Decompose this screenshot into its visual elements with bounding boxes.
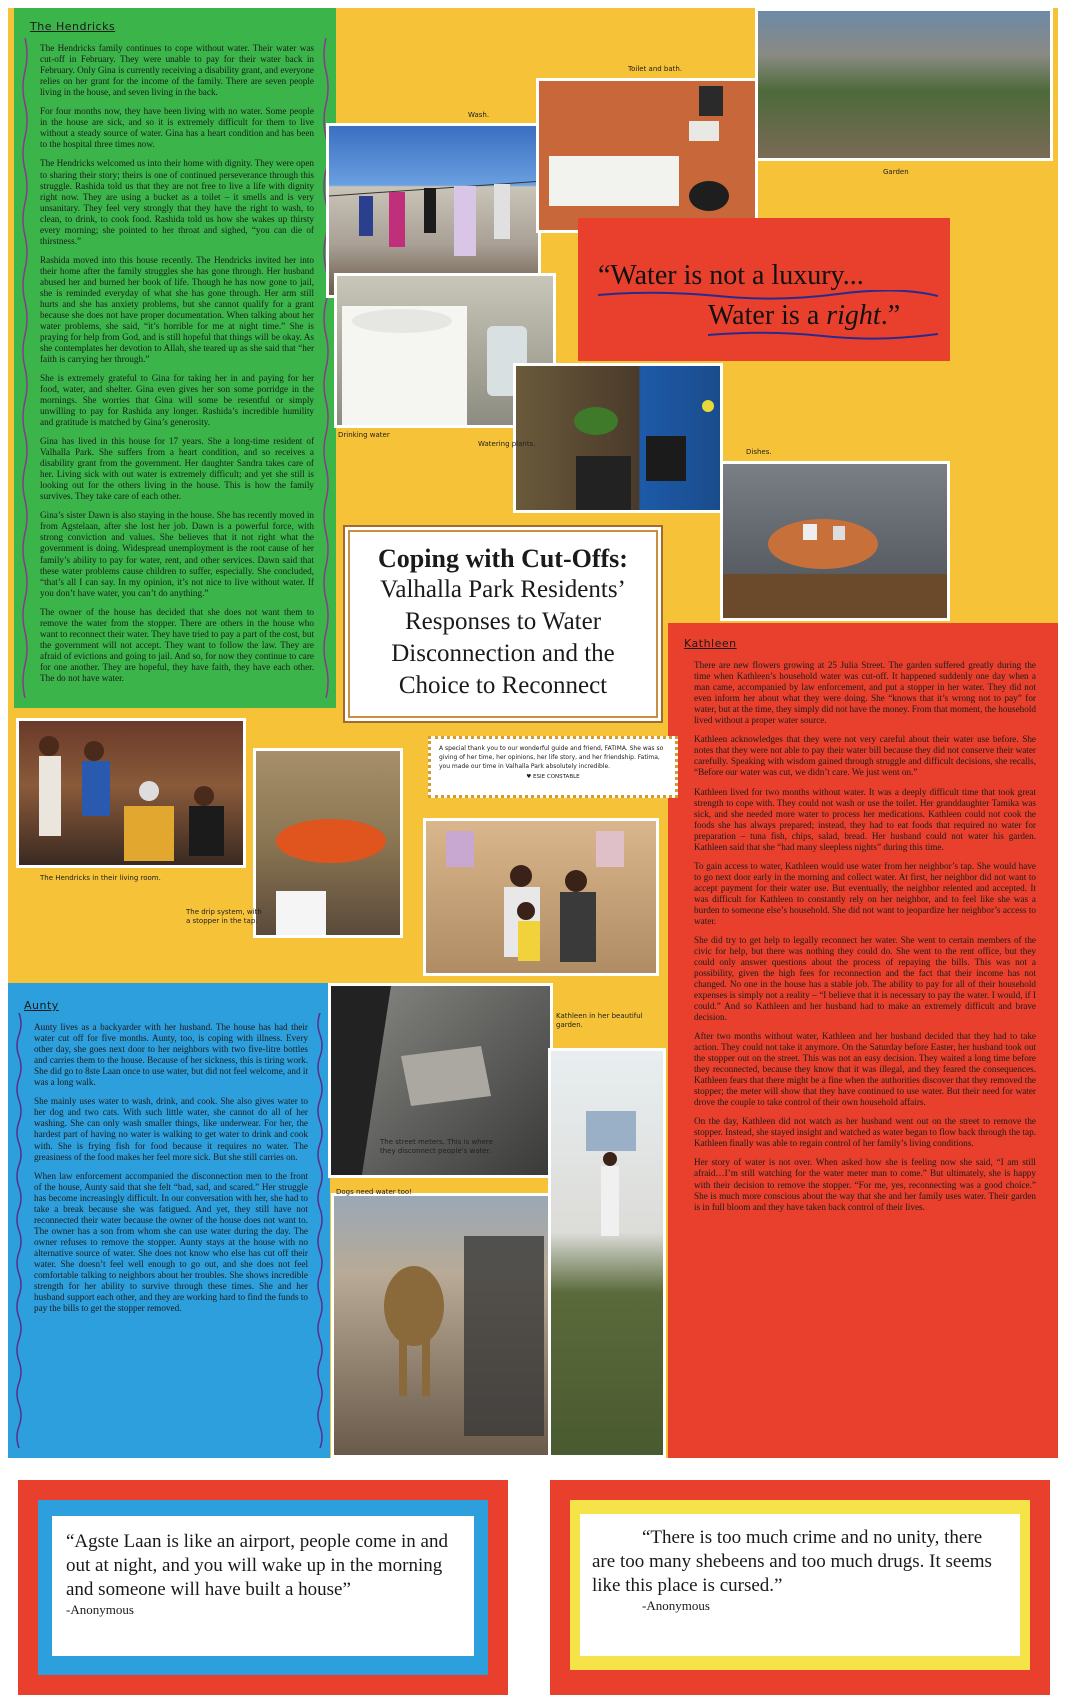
plant-illustration bbox=[516, 366, 723, 513]
thank-you-signature: ♥ ESIE CONSTABLE bbox=[526, 774, 580, 780]
family-illustration bbox=[19, 721, 246, 868]
dog-illustration bbox=[334, 1196, 553, 1458]
kathleen-paragraph: On the day, Kathleen did not watch as her husband went out on the street to remove the stopper. Instead, she stayed insight and watched as water began to flow back through the tap. Kathleen finally was able to regain control of her family’s living conditions. bbox=[694, 1116, 1036, 1149]
aunty-heading: Aunty bbox=[24, 999, 59, 1012]
bottom-quote-text-box bbox=[52, 1516, 474, 1656]
bottom-quote-inner bbox=[38, 1500, 488, 1675]
dishes-photo bbox=[720, 461, 950, 621]
poster-title-card bbox=[348, 530, 658, 718]
drip-system-caption: The drip system, with a stopper in the tap. bbox=[186, 908, 262, 925]
main-quote-card bbox=[578, 218, 950, 361]
hendricks-paragraph: The Hendricks welcomed us into their home with dignity. They were open to sharing their story; theirs is one of continued perseverance through this struggle. Rashida told us that they are not free to live a life with dignity right now. They are using a bucket as a toilet – it smells and is very unsanitary. They feel very strongly that they have the right to wash, to clean, to drink, to cook food. Rashida told us how she wakes up thirsty every morning; she pointed to her throat and sighed, “you can die of thirstness.” bbox=[40, 158, 314, 246]
thank-you-text: A special thank you to our wonderful guide and friend, FATIMA. She was so giving of her time, her opinions, her life story, and her friendship. Fatima, you made our time in Valhalla Park absolutely incredible. bbox=[439, 745, 664, 770]
kathleen-paragraph: Kathleen acknowledges that they were not very careful about their water use before. She notes that they were not able to pay their water bill because they did not conserve their water carefully. Speaking with wisdom gained through struggle and difficult decisions, she recalls, “Before our water was cut, we didn’t care. We just went on.” bbox=[694, 734, 1036, 778]
poster-title: Coping with Cut-Offs: bbox=[378, 544, 628, 573]
hendricks-paragraph: The owner of the house has decided that she does not want them to remove the water from the stopper. There are others in the house who want to reconnect their water. They have tried to pay a part of the cost, but the government will not accept. They want to follow the law. They are afraid of evictions and going to jail. And so, for now they continue to care for one another. They are hopeful, they have faith, they have each other. The do not have water. bbox=[40, 606, 314, 683]
poster-subtitle-line: Choice to Reconnect bbox=[398, 672, 608, 699]
garden-photo bbox=[755, 8, 1053, 161]
aunty-paragraph: Aunty lives as a backyarder with her husband. The house has had their water cut off for five months. Aunty, too, is coping with illness. Every other day, she goes next door to her neighbors with two five-litre bottles and carries them to the house. Because of her sickness, this is tiring work. She did go to 8ste Laan once to use water, but did not feel welcome, and it was a long walk. bbox=[34, 1022, 308, 1088]
poster-subtitle-line: Valhalla Park Residents’ bbox=[380, 576, 626, 603]
main-quote-line2-text: Water is a bbox=[708, 300, 827, 331]
kathleen-paragraph: She did try to get help to legally reconnect her water. She went to certain members of the civic for help, but there was nothing they could do. She went to the rent office, but they could only answer questions about the process of repaying the bills. This was not a possibility, given the high fees for reconnection and the fact that their income has not changed. No one in the house has a stable job. The ability to pay for all of their household expenses is simply not a reality – “I believe that it is necessary to pay the water. I would, if I could.” And so Kathleen and her husband had to make an extremely difficult and brave decision. bbox=[694, 934, 1036, 1023]
underline-scribble bbox=[708, 330, 938, 340]
bottom-quote-attribution: -Anonymous bbox=[642, 1598, 710, 1613]
kathleen-paragraph: Kathleen lived for two months without water. It was a deeply difficult time that took great strength to cope with. They could not wash or use the toilet. Her granddaughter Tamika was sick, and she needed more water to process her medications. Kathleen could not cook the foods she has always prepared; instead, they had to eat foods that required no water for preparation – tuna fish, chips, salad, bread. Her husband could not water his garden. Kathleen said that she “had many sleepless nights” during this time. bbox=[694, 786, 1036, 852]
squiggle-border-right bbox=[316, 1013, 324, 1448]
squiggle-border-left bbox=[15, 1013, 23, 1448]
dishes-illustration bbox=[723, 464, 950, 621]
watering-plants-photo bbox=[513, 363, 723, 513]
drip-system-photo bbox=[253, 748, 403, 938]
toilet-bath-caption: Toilet and bath. bbox=[628, 65, 683, 73]
basin-illustration bbox=[256, 751, 403, 938]
bottom-quote-inner bbox=[570, 1500, 1030, 1670]
hendricks-paragraph: Gina’s sister Dawn is also staying in the house. She has recently moved in from Agstelaan, after she lost her job. Dawn is a powerful force, with strong conviction and values. She believes that it not right what the government is doing. Widespread unemployment is the root cause of her family’s ability to pay for water, rent, and other services. Dawn said that these water problems cause children to suffer, especially. She concluded, “that’s all I can say. In my opinion, it’s not nice to live without water. If you don’t have water, you can’t do anything.” bbox=[40, 510, 314, 598]
main-quote-line2-end: .” bbox=[880, 300, 901, 331]
bottom-quote-text: “There is too much crime and no unity, there are too many shebeens and too much drugs. It seems like this place is cursed.” bbox=[592, 1527, 992, 1596]
dishes-caption: Dishes. bbox=[746, 448, 772, 456]
main-quote-emphasis: right bbox=[826, 300, 881, 331]
drinking-water-caption: Drinking water bbox=[338, 431, 390, 439]
bottom-quote-card bbox=[18, 1480, 508, 1695]
kathleen-family-photo bbox=[423, 818, 659, 976]
hendricks-paragraph: The Hendricks family continues to cope without water. Their water was cut-off in February. They were unable to pay for their water back in February. Only Gina is currently receiving a disability grant, and everyone relies on her grant for the income of the family. There are seven people living in the house, and seven living in the back. bbox=[40, 43, 314, 98]
kathleen-garden-photo bbox=[548, 1048, 666, 1458]
bottom-quote-text: “Agste Laan is like an airport, people come in and out at night, and you will wake up in the morning and someone will have built a house” bbox=[66, 1531, 448, 1600]
watering-plants-caption: Watering plants. bbox=[478, 440, 536, 448]
aunty-panel bbox=[8, 983, 330, 1458]
aunty-paragraph: When law enforcement accompanied the disconnection men to the front of the house, Aunty said that she felt “bad, sad, and scared.” Her struggle has become increasingly difficult. In our conversation with her, she had to take a break because she was fatigued. And yet, they still have not reconnected their water because the owner of the house does not want to. The owner has a son from whom she can use water during the day. The owner refuses to remove the stopper. Aunty stays at the house with no alternative source of water. She does not know who else has cut off their water. She doesn’t feel well enough to go out, and she does not feel comfortable talking to neighbors about her troubles. She shows incredible strength for her ability to survive through these times. She and her husband support each other, and they are working hard to find the funds to pay the bills to get the stopper removed. bbox=[34, 1170, 308, 1313]
kathleen-paragraph: Her story of water is not over. When asked how she is feeling now she said, “I am still afraid…I’m still watching for the water meter man to come.” But ultimately, she is happy with their decision to remove the stopper. “For me, yes, reconnecting was a good choice.” She is much more conscious about the way that she and her family uses water. Their garden is in full bloom and they have taken back control of their lives. bbox=[694, 1157, 1036, 1212]
kathleen-paragraph: To gain access to water, Kathleen would use water from her neighbor’s tap. She would have to go next door early in the morning and collect water. At first, her neighbor did not want to accept payment for their water use. But eventually, the neighbor relented and accepted. It was difficult for Kathleen to constantly rely on her neighbor, and to feel like she was a burden to someone else’s household. She did not want to jeopardize her neighbor’s access to water. bbox=[694, 860, 1036, 926]
squiggle-border-left bbox=[21, 38, 29, 698]
dog-photo bbox=[331, 1193, 553, 1458]
garden-house-illustration bbox=[551, 1051, 666, 1458]
kathleen-heading: Kathleen bbox=[684, 637, 737, 650]
kathleen-paragraph: There are new flowers growing at 25 Julia Street. The garden suffered greatly during the time when Kathleen’s household water was cut-off. It happened suddenly one day when a man came, accompanied by law enforcement, and put a stopper in her water. They did not even inform her about what they were doing. She “knows that it’s wrong not to pay” for water, but at the time, they simply did not have the money. From that moment, the household lived without a proper water source. bbox=[694, 660, 1036, 726]
poster-subtitle-line: Disconnection and the bbox=[391, 640, 615, 667]
hendricks-living-room-caption: The Hendricks in their living room. bbox=[40, 874, 161, 882]
kathleen-family-illustration bbox=[426, 821, 659, 976]
bottom-quote-text-box bbox=[580, 1514, 1020, 1656]
thank-you-note bbox=[428, 736, 678, 798]
bath-illustration bbox=[539, 81, 758, 233]
garden-caption: Garden bbox=[883, 168, 909, 176]
bottom-quote-card bbox=[550, 1480, 1050, 1695]
poster-board bbox=[8, 8, 1058, 1458]
kathleen-garden-caption: Kathleen in her beautiful garden. bbox=[556, 1012, 643, 1029]
street-meters-caption: The street meters. This is where they disconnect people's water. bbox=[380, 1138, 493, 1155]
hendricks-panel bbox=[14, 8, 336, 708]
aunty-paragraph: She mainly uses water to wash, drink, and cook. She also gives water to her dog and two cats. With such little water, she cannot do all of her washing. She can only wash smaller things, like underwear. For her, the hardest part of having no water is walking to get water to drink and cook with. She is frying fish for food because it requires no water. The greasiness of the food makes her feel more sick. But she still carries on. bbox=[34, 1096, 308, 1162]
hendricks-paragraph: For four months now, they have been living with no water. Some people in the house are sick, and so it is extremely difficult for them to live without a steady source of water. Gina has a heart condition and has been to the hospital three times now. bbox=[40, 106, 314, 150]
hendricks-paragraph: Gina has lived in this house for 17 years. She a long-time resident of Valhalla Park. She suffers from a heart condition, and so receives a disability grant from the government. Her daughter Sandra takes care of her. Living sick with out water is extremely difficult; and yet she still is looking out for the others living in the house. This is how the family survives. They take care of each other. bbox=[40, 436, 314, 502]
toilet-bath-photo bbox=[536, 78, 758, 233]
wash-photo bbox=[326, 123, 541, 298]
hendricks-paragraph: She is extremely grateful to Gina for taking her in and paying for her food, water, and shelter. Gina even gives her son some porridge in the mornings. She worries that Gina will some be resentful or simply unwilling to pay for Rashida any longer. Rashida’s incredible humility and gratitude is matched by Gina’s generosity. bbox=[40, 373, 314, 428]
main-quote-line1: “Water is not a luxury... bbox=[598, 260, 864, 291]
wash-caption: Wash. bbox=[468, 111, 490, 119]
dogs-caption: Dogs need water too! bbox=[336, 1188, 412, 1196]
poster-subtitle-line: Responses to Water bbox=[404, 608, 602, 635]
hendricks-living-room-photo bbox=[16, 718, 246, 868]
hendricks-paragraph: Rashida moved into this house recently. The Hendricks invited her into their home after the family struggles she has gone through. Her husband abused her and burned her book of life. Though he has now gone to jail, she is reminded everyday of what she has gone through. Her arm still hurts and she has anxiety problems, but she cannot qualify for a grant because she does not have proper documentation. When talking about her water problems, she said, “it’s horrible for me at night time.” She is praying for help from God, and is still hopeful that things will be okay. As she contemplates her devotion to Allah, she teared up as she said that “her faith is carrying her through.” bbox=[40, 254, 314, 364]
kathleen-paragraph: After two months without water, Kathleen and her husband decided that they had to take action. They could not take it anymore. On the Saturday before Easter, her husband took out the stopper out on the street. This was not an easy decision. They waited a long time before they reconnected, because they know that it was illegal, and they feared the consequences. Kathleen fears that there might be a fine when the authorities discover that they removed the stopper; the meter will show that they have continued to use water. But their need for water drove the couple to take control of their own household affairs. bbox=[694, 1031, 1036, 1108]
main-quote-line2 bbox=[708, 298, 900, 334]
bottom-quote-attribution: -Anonymous bbox=[66, 1602, 134, 1617]
kathleen-panel bbox=[668, 623, 1058, 1458]
hendricks-heading: The Hendricks bbox=[30, 20, 116, 33]
